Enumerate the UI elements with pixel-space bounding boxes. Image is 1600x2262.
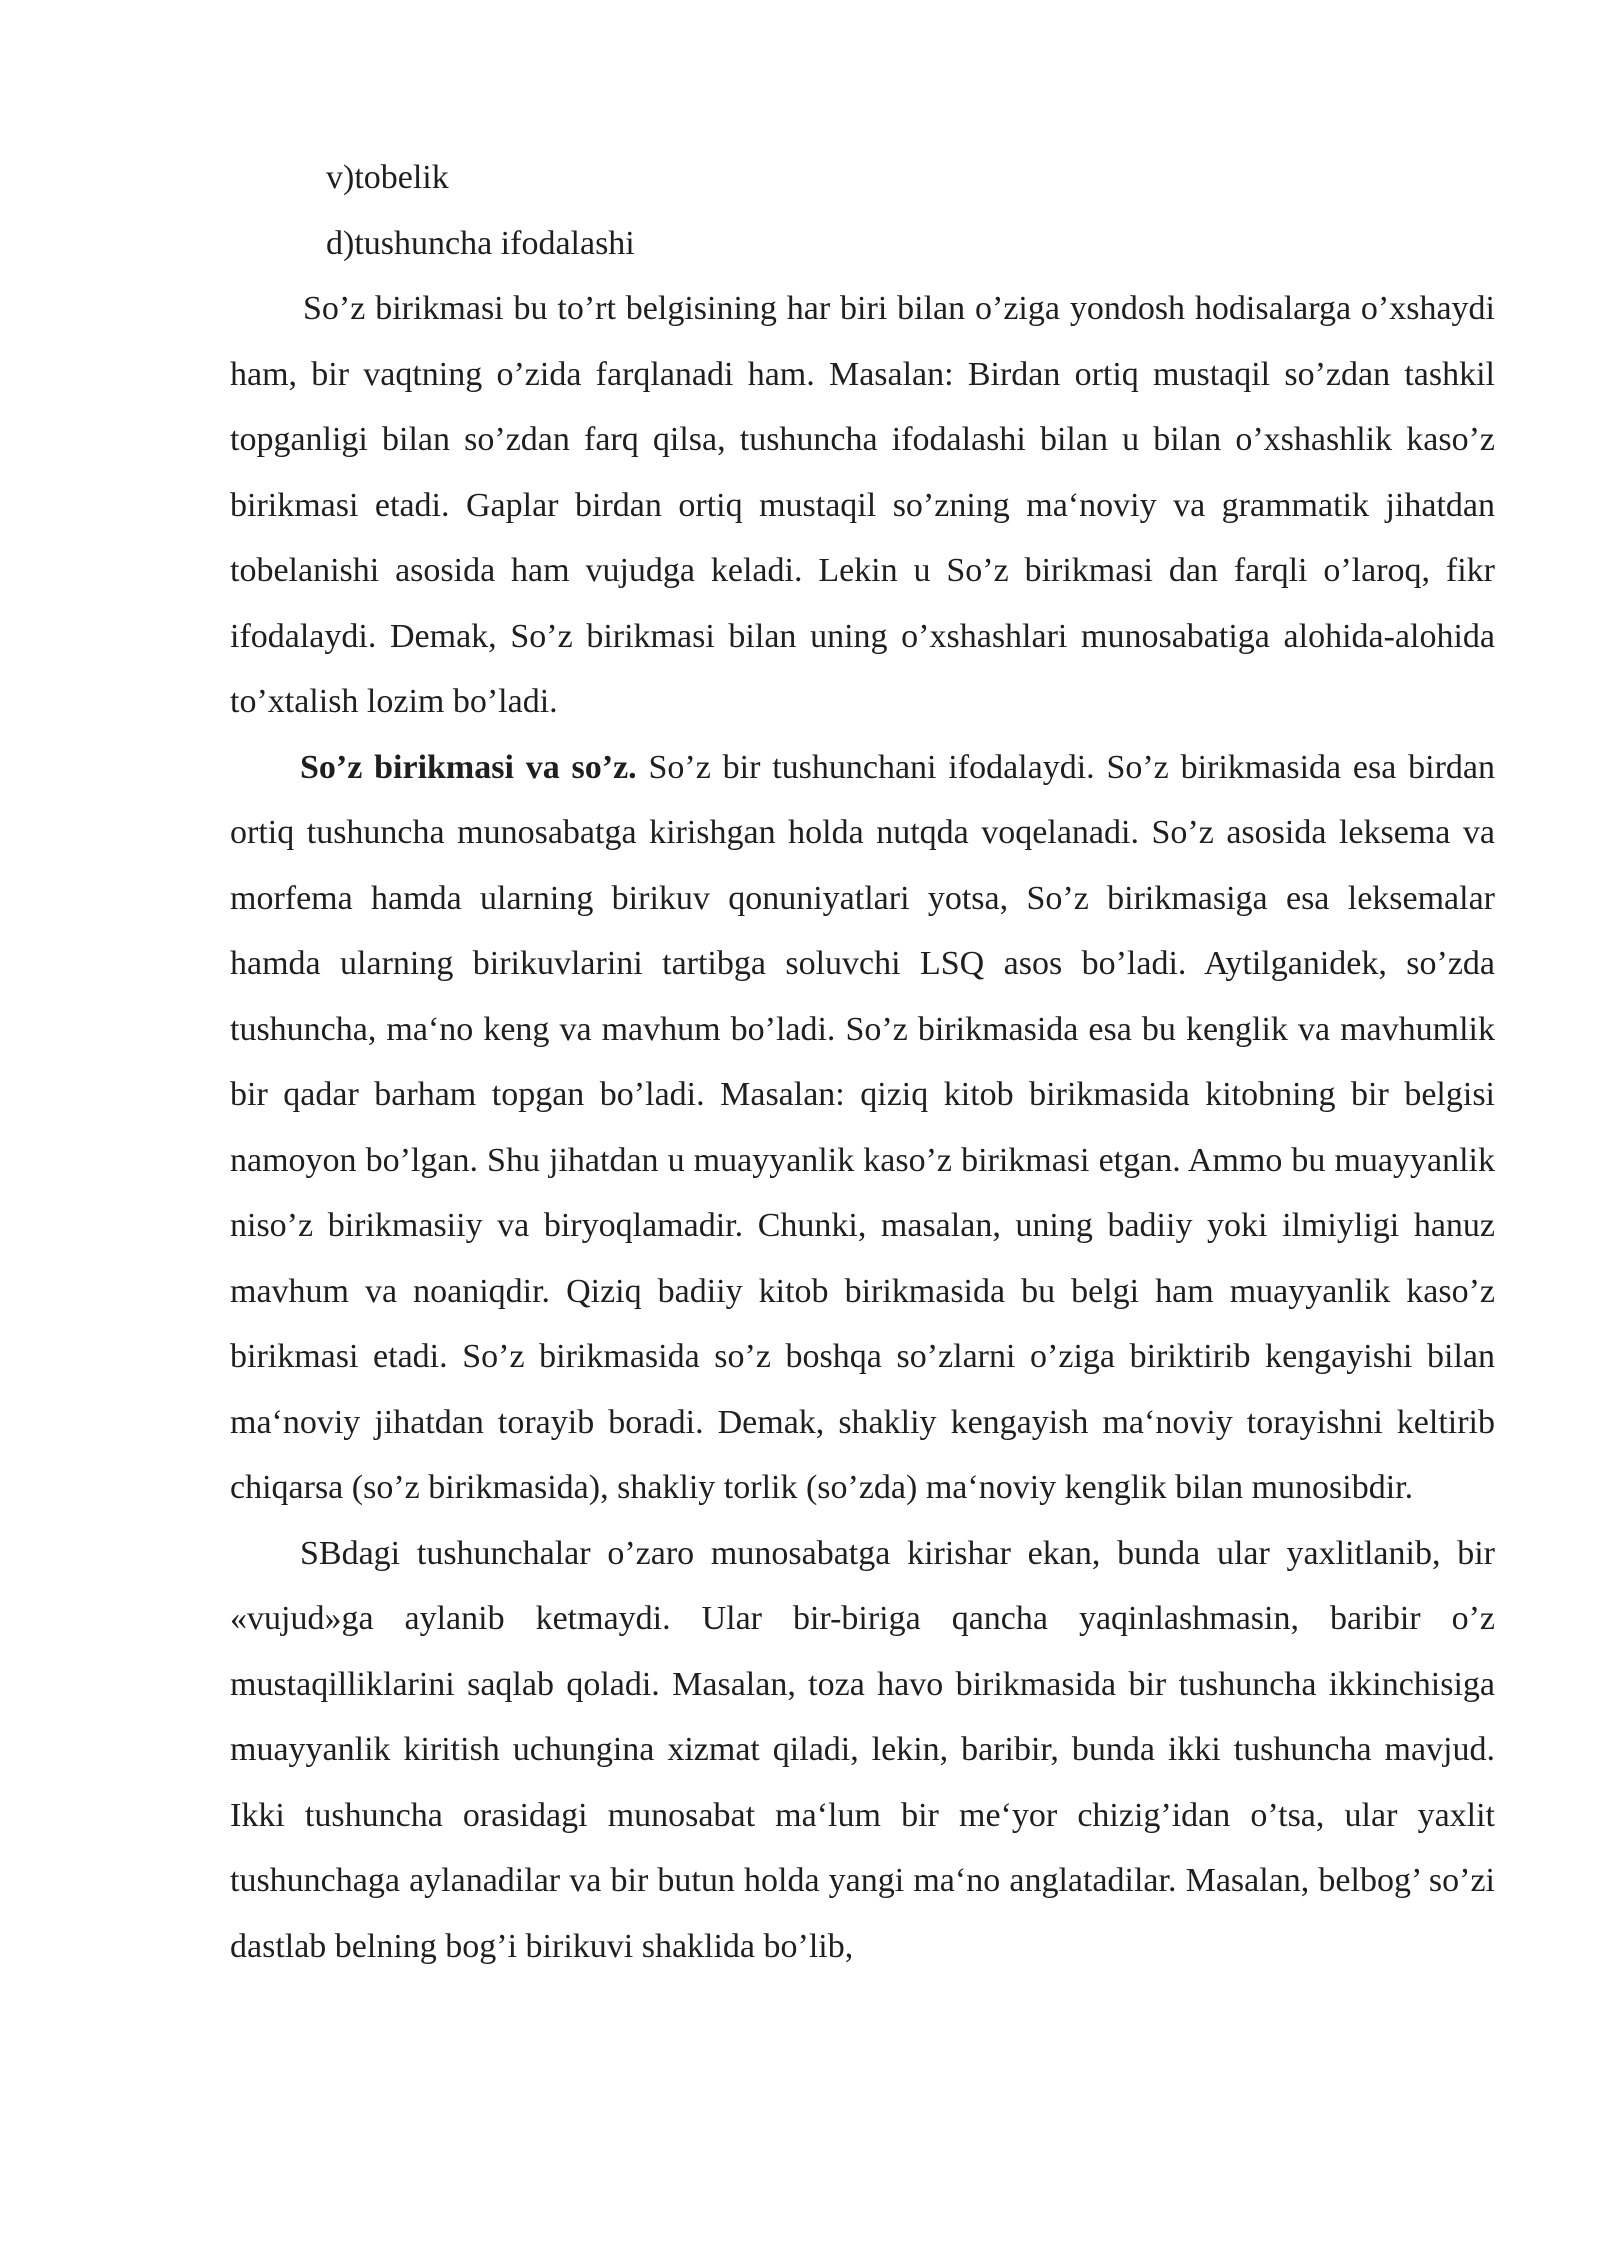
paragraph: So’z birikmasi bu to’rt belgisining har biri bilan o’ziga yondosh hodisalarga o’xshaydi ham, bir vaqtning o’zida farqlanadi ham. Masalan: Birdan ortiq mustaqil so’zdan tashkil topganligi bilan so’zdan farq qilsa, tushuncha ifodalashi bilan u bilan o’xshashlik kaso’z birikmasi etadi. Gaplar birdan ortiq mustaqil so’zning ma‘noviy va grammatik jihatdan tobelanishi asosida ham vujudga keladi. Lekin u So’z birikmasi dan farqli o’laroq, fikr ifodalaydi. Demak, So’z birikmasi bilan uning o’xshashlari munosabatiga alohida-alohida to’xtalish lozim bo’ladi.	[230, 290, 1495, 720]
paragraph	[230, 735, 1495, 1521]
list-item: d)tushuncha ifodalashi	[326, 224, 635, 262]
list-item: v)tobelik	[326, 159, 449, 196]
section-heading: So’z birikmasi va so’z.	[300, 748, 637, 786]
document-body	[230, 145, 1495, 1979]
paragraph: SBdagi tushunchalar o’zaro munosabatga kirishar ekan, bunda ular yaxlitlanib, bir «vujud»ga aylanib ketmaydi. Ular bir-biriga qancha yaqinlashmasin, baribir o’z mustaqilliklarini saqlab qoladi. Masalan, toza havo birikmasida bir tushuncha ikkinchisiga muayyanlik kiritish uchungina xizmat qiladi, lekin, baribir, bunda ikki tushuncha mavjud. Ikki tushuncha orasidagi munosabat ma‘lum bir me‘yor chizig’idan o’tsa, ular yaxlit tushunchaga aylanadilar va bir butun holda yangi ma‘no anglatadilar. Masalan, belbog’ so’zi dastlab belning bog’i birikuvi shaklida bo’lib,	[230, 1534, 1495, 1965]
paragraph-text: So’z bir tushunchani ifodalaydi. So’z birikmasida esa birdan ortiq tushuncha munosabatga kirishgan holda nutqda voqelanadi. So’z asosida leksema va morfema hamda ularning birikuv qonuniyatlari yotsa, So’z birikmasiga esa leksemalar hamda ularning birikuvlarini tartibga soluvchi LSQ asos bo’ladi. Aytilganidek, so’zda tushuncha, ma‘no keng va mavhum bo’ladi. So’z birikmasida esa bu kenglik va mavhumlik bir qadar barham topgan bo’ladi. Masalan: qiziq kitob birikmasida kitobning bir belgisi namoyon bo’lgan. Shu jihatdan u muayyanlik kaso’z birikmasi etgan. Ammo bu muayyanlik niso’z birikmasiiy va biryoqlamadir. Chunki, masalan, uning badiiy yoki ilmiyligi hanuz mavhum va noaniqdir. Qiziq badiiy kitob birikmasida bu belgi ham muayyanlik kaso’z birikmasi etadi. So’z birikmasida so’z boshqa so’zlarni o’ziga biriktirib kengayishi bilan ma‘noviy jihatdan torayib boradi. Demak, shakliy kengayish ma‘noviy torayishni keltirib chiqarsa (so’z birikmasida), shakliy torlik (so’zda) ma‘noviy kenglik bilan munosibdir.	[230, 748, 1495, 1506]
